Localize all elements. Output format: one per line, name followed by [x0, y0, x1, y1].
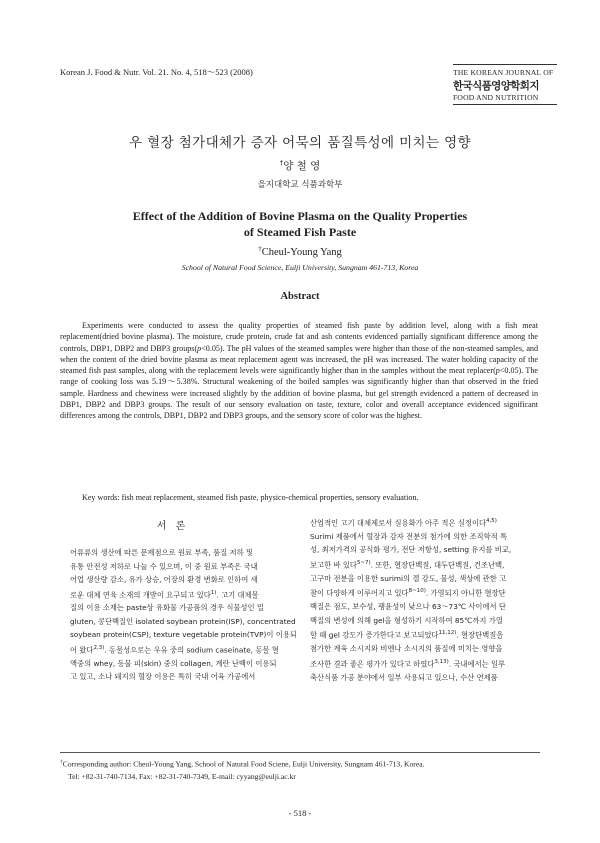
korean-author — [0, 158, 600, 173]
masthead-rule-top — [453, 64, 557, 65]
body-column-right — [310, 515, 542, 684]
body-line: 질의 이용 소재는 paste상 유화물 가공품의 경우 식물성인 밀 — [70, 603, 264, 613]
masthead-english-bottom: FOOD AND NUTRITION — [453, 93, 539, 102]
body-line: gluten, 콩단백질인 isolated soybean protein(ISP), concentrated — [70, 616, 296, 626]
author-mark: † — [279, 159, 284, 167]
body-line: 찰이 다양하게 이루어지고 있다$^{8\sim 10)}$. 가열되지 아니한 혈장단 — [310, 588, 506, 598]
english-author — [0, 245, 600, 258]
body-column-left — [60, 546, 297, 684]
citation: 11,12) — [438, 630, 457, 637]
citation: 8~10) — [408, 588, 426, 595]
english-title-line-1: Effect of the Addition of Bovine Plasma on the Quality Properties — [132, 209, 468, 223]
body-line: 고구마 전분을 이용한 surimi의 겔 강도, 물성, 색상에 관한 고 — [310, 573, 507, 583]
body-line: 성, 최저가격의 공식화 평가, 전단 저항성, setting 유지를 비교, — [310, 545, 512, 555]
citation: 3,13) — [434, 658, 449, 665]
body-line: 할 때 gel 강도가 증가한다고 보고되었다$^{11,12)}$. 혈장단백질을 — [310, 630, 504, 640]
footnote-line-1: †Corresponding author: Cheul-Young Yang, School of Natural Food Sciene, Eulji University, Sungnam 461-713, Korea. — [60, 759, 425, 769]
english-title-line-2: of Steamed Fish Paste — [243, 225, 357, 239]
abstract-heading: Abstract — [280, 291, 320, 302]
footnote-line-2: Tel: +82-31-740-7134, Fax: +82-31-740-7349, E-mail: cyyang@eulji.ac.kr — [68, 771, 296, 781]
keywords-label: Key words: — [82, 493, 120, 502]
author-mark: † — [258, 245, 262, 253]
keywords-text: fish meat replacement, steamed fish paste, physico-chemical properties, sensory evaluation. — [121, 493, 419, 502]
journal-masthead — [453, 64, 557, 105]
footnote-divider — [60, 752, 540, 753]
citation: 1) — [210, 589, 217, 596]
english-affiliation: School of Natural Food Science, Eulji University, Sungnam 461-713, Korea — [181, 263, 419, 272]
body-line: 어업 생산량 감소, 유가 상승, 어장의 환경 변화로 인하여 새 — [70, 575, 258, 584]
korean-author-name: 양 철 영 — [283, 160, 321, 172]
keywords — [60, 492, 540, 503]
body-line: soybean protein(CSP), texture vegetable protein(TVP)이 이용되 — [70, 630, 297, 640]
corresponding-author-footnote — [60, 756, 550, 783]
body-line: 고 있고, 소나 돼지의 혈장 이용은 특히 국내 어육 가공에서 — [70, 672, 256, 682]
body-line: 어류류의 생산에 따른 문제점으로 원료 부족, 품질 저하 및 — [70, 548, 253, 557]
korean-affiliation: 을지대학교 식품과학부 — [257, 180, 343, 190]
citation: 4,5) — [486, 518, 497, 524]
body-line: 액중의 whey, 동물 피(skin) 중의 collagen, 계란 난백이 이용되 — [70, 658, 277, 668]
body-line: 산업적인 고기 대체제로서 실용화가 아주 적은 실정이다$^{4,5)}$ — [310, 518, 497, 528]
citation: 2,3) — [93, 644, 105, 651]
body-line: 보고한 바 있다$^{5\sim 7)}$. 또한, 혈장단백질, 대두단백질, 건조난백, — [310, 559, 505, 570]
english-title — [0, 208, 600, 240]
journal-citation: Korean J. Food & Nutr. Vol. 21. No. 4, 518～523 (2008) — [60, 67, 253, 77]
masthead-rule-bottom — [453, 104, 557, 105]
body-line: 축산식품 가공 분야에서 일부 사용되고 있으나, 수산 연제품 — [310, 672, 498, 682]
body-line: 어 왔다$^{2,3)}$. 동물성으로는 우유 중의 sodium caseinate, 동물 혈 — [70, 644, 279, 655]
footnote-mark: † — [60, 759, 63, 765]
masthead-korean-name: 한국식품영양학회지 — [453, 80, 539, 92]
body-line: 백질의 변성에 의해 gel을 형성하기 시작하여 85℃까지 가열 — [310, 615, 503, 625]
citation: 5~7) — [356, 559, 371, 566]
introduction-heading: 서 론 — [156, 521, 189, 532]
body-line: 백질은 점도, 보수성, 팽윤성이 낮으나 63～73℃ 사이에서 단 — [310, 602, 506, 612]
korean-title: 우 혈장 첨가대체가 증자 어묵의 품질특성에 미치는 영향 — [129, 135, 471, 151]
abstract-body: Experiments were conducted to assess the quality properties of steamed fish paste by addition level, along with a fish meat replacement(dried bovine plasma). The moisture, crude protein, crude fat and ash contents evidenced partially significant difference among the controls, DBP1, DBP2 and DBP3 groups(p<0.05). The pH values of the steamed samples were higher than those of the non-steamed samples, and when the content of the dried bovine plasma as meat replacement agent was increased, the pH was increased. The water holding capacity of the steamed fish past samples, along with the replacement levels were significantly higher than in the samples without the meat replacer(p<0.05). The range of cooking loss was 5.19～5.38%. Structural weakening of the boiled samples was significantly higher than that observed in the fried sample. Hardness and chewiness were increased slightly by the addition of bovine plasma, but gel strength evidenced a pattern of decreased in DBP1, DBP2 and DBP3 groups. The result of our sensory evaluation on taste, texture, color and overall acceptance evidenced significant differences among the controls, DBP1, DBP2 and DBP3 groups, and the sensory score of color was the highest. — [60, 321, 539, 421]
english-author-name: Cheul-Young Yang — [261, 247, 342, 258]
page-number: - 518 - — [288, 808, 312, 818]
body-line: Surimi 제품에서 혈장과 감자 전분의 첨가에 의한 조직학적 특 — [310, 531, 508, 541]
masthead-english-top: THE KOREAN JOURNAL OF — [453, 68, 554, 77]
body-line: 조사한 결과 좋은 평가가 있다고 하였다$^{3,13)}$. 국내에서는 일부 — [310, 658, 506, 669]
body-line: 로운 대체 연육 소재의 개발이 요구되고 있다$^{1)}$. 고기 대체물 — [70, 589, 259, 599]
body-line: 첨가한 계육 소시지와 비엔나 소시지의 품질에 미치는 영향을 — [310, 644, 503, 654]
body-line: 유통 안전성 저하로 나눌 수 있으며, 이 중 원료 부족은 국내 — [70, 561, 258, 571]
